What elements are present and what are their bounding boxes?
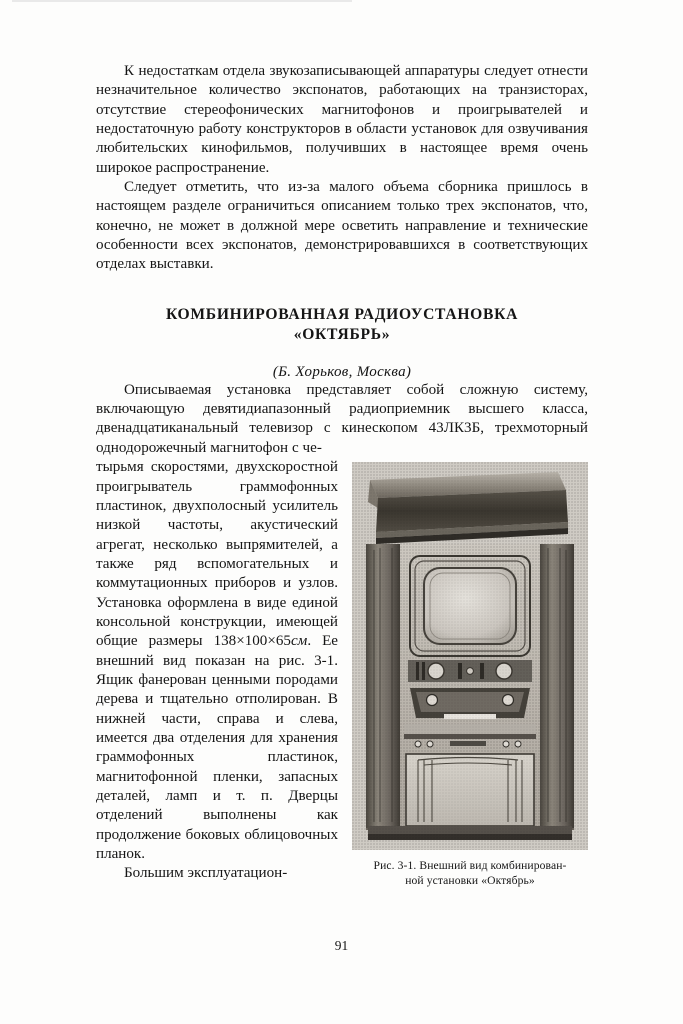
figure-caption-line-1: Рис. 3-1. Внешний вид комбинирован- (373, 859, 567, 873)
paragraph-last-line: Большим эксплуатацион- (124, 865, 288, 882)
article-heading (96, 305, 588, 345)
wrapped-text-after-dimensions: . Ее внешний вид показан на рис. 3-1. Ящик фанерован ценными породами дерева и тщательно отполирован. В нижней части, справа и слева, имеется два отделения для хранения граммофонных пластинок, магнитофонной пленки, запасных деталей, ламп и т. п. Дверцы отделений выполнены как продолжение боковых облицовочных планок. (96, 633, 339, 863)
figure-caption-line-2: ной установки «Октябрь» (405, 873, 535, 887)
page-content-column (96, 62, 588, 888)
dimensions-unit: см (290, 633, 308, 650)
figure-3-1 (352, 462, 588, 888)
text-with-figure-section (96, 458, 588, 888)
dimensions-value: 138×100×65 (213, 633, 291, 650)
paragraph-note: Следует отметить, что из-за малого объема сборника пришлось в настоящем разделе ограничиться описанием только трех экспонатов, что, конечно, не может в должной мере осветить направление и технические особенности всех экспонатов, демонстрировавшихся в соответствующих отделах выставки. (96, 179, 588, 273)
console-illustration (352, 462, 588, 850)
wrapped-text-before-dimensions: тырьмя скоростями, двухскоростной проигрыватель граммофонных пластинок, двухполосный усилитель низкой частоты, акустический агрегат, несколько выпрямителей, а также ряд вспомогательных и коммутационных приборов и узлов. Установка оформлена в виде единой консольной конструкции, имеющей общие размеры (96, 459, 338, 650)
article-byline: (Б. Хорьков, Москва) (272, 363, 412, 380)
photo-combined-radio-console (352, 462, 588, 850)
figure-caption (352, 859, 588, 888)
paragraph-shortcomings: К недостаткам отдела звукозаписывающей аппаратуры следует отнести незначительное количество экспонатов, работающих на транзисторах, отсутствие стереофонических магнитофонов и проигрывателей и недостаточную работу конструкторов в области установок для озвучивания любительских кинофильмов, получивших в настоящее время очень широкое распространение. (96, 63, 588, 176)
paragraph-intro: Описываемая установка представляет собой сложную систему, включающую девятидиапазонный радиоприемник высшего класса, двенадцатиканальный телевизор с кинескопом 43ЛК3Б, трехмоторный однодорожечный магнитофон с че- (96, 381, 588, 456)
article-title-line-2: «ОКТЯБРЬ» (293, 325, 391, 343)
page-number: 91 (334, 938, 349, 953)
article-title-line-1: КОМБИНИРОВАННАЯ РАДИОУСТАНОВКА (165, 305, 519, 323)
scan-edge-artifact (12, 0, 352, 2)
